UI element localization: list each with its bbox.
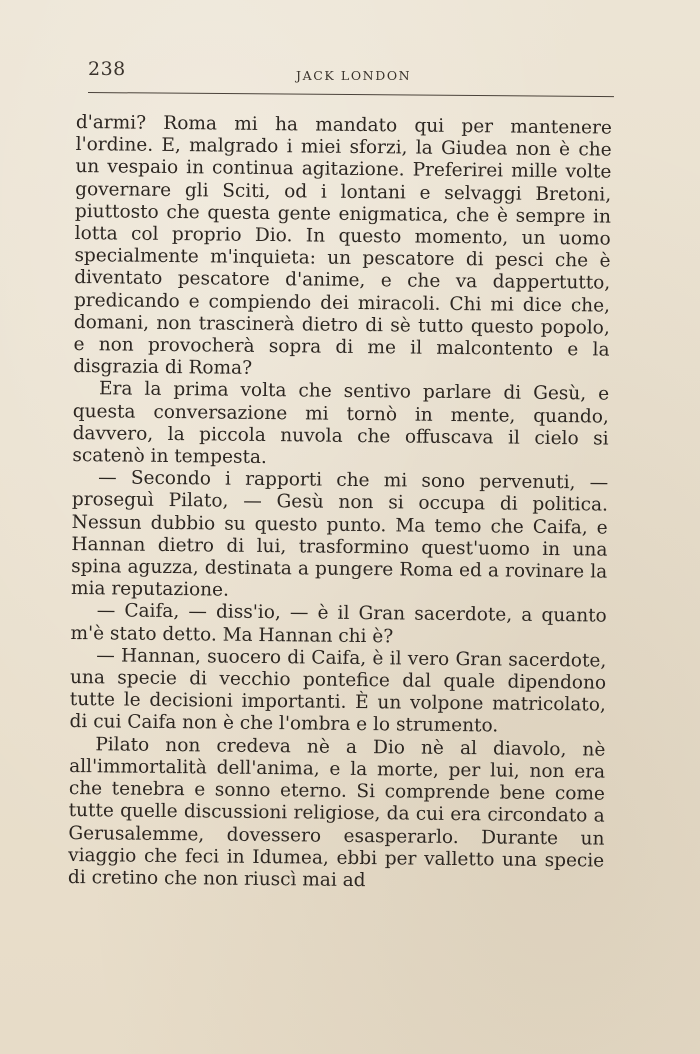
paragraph: Pilato non credeva nè a Dio nè al diavolo, nè all'immortalità dell'anima, e la morte, per lui, non era che tenebra e sonno eterno. Si comprende bene come tutte quelle discussioni religiose, da cui era circondato a Gerusalemme, dovessero esasperarlo. Durante un viaggio che feci in Idumea, ebbi per valletto una specie di cretino che non riuscì mai ad <box>67 733 606 891</box>
paragraph: — Secondo i rapporti che mi sono pervenuti, — proseguì Pilato, — Gesù non si occupa di politica. Nessun dubbio su questo punto. Ma temo che Caifa, e Hannan dietro di lui, trasformino quest'uomo in una spina aguzza, destinata a pungere Roma ed a rovinare la mia reputazione. <box>70 467 609 601</box>
paragraph: Era la prima volta che sentivo parlare di Gesù, e questa conversazione mi tornò in mente, quando, davvero, la piccola nuvola che offuscava il cielo si scatenò in tempesta. <box>72 378 610 469</box>
page-header <box>88 58 614 86</box>
header-rule <box>88 92 614 97</box>
running-head: JACK LONDON <box>296 68 412 83</box>
body-text <box>68 112 612 895</box>
page-number: 238 <box>88 58 126 80</box>
paragraph: — Caifa, — diss'io, — è il Gran sacerdote, a quanto m'è stato detto. Ma Hannan chi è? <box>70 600 607 648</box>
paragraph: d'armi? Roma mi ha mandato qui per mantenere l'ordine. E, malgrado i miei sforzi, la Giudea non è che un vespaio in continua agitazione. Preferirei mille volte governare gli Sciti, od i lontani e selvaggi Bretoni, piuttosto che questa gente enigmatica, che è sempre in lotta col proprio Dio. In questo momento, un uomo specialmente m'inquieta: un pescatore di pesci che è diventato pescatore d'anime, e che va dappertutto, predicando e compiendo dei miracoli. Chi mi dice che, domani, non trascinerà dietro di sè tutto questo popolo, e non provocherà sopra di me il malcontento e la disgrazia di Roma? <box>73 112 612 380</box>
paragraph: — Hannan, suocero di Caifa, è il vero Gran sacerdote, una specie di vecchio pontefice dal quale dipendono tutte le decisioni importanti. È un volpone matricolato, di cui Caifa non è che l'ombra e lo strumento. <box>69 645 607 737</box>
